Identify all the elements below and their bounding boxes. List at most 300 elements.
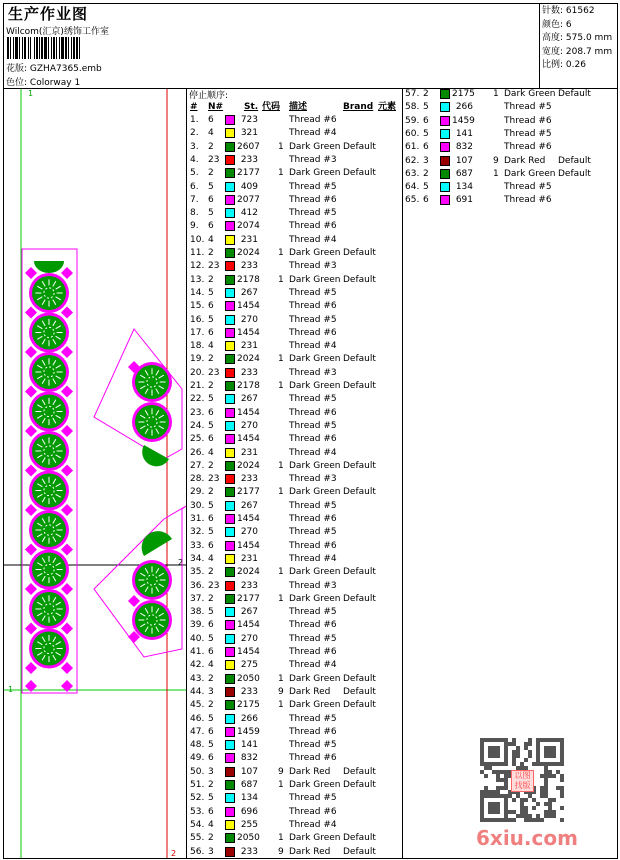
description: Dark Green <box>289 487 341 498</box>
needle: 6 <box>423 142 429 153</box>
brand: Default <box>343 354 376 365</box>
stitches: 233 <box>240 846 258 857</box>
stitches: 233 <box>240 474 258 485</box>
color-swatch <box>225 354 235 364</box>
row-number: 23. <box>190 407 205 418</box>
row-number: 59. <box>405 115 420 126</box>
stitches: 134 <box>455 182 473 193</box>
needle: 6 <box>208 540 214 551</box>
colorway <box>6 75 80 88</box>
needle: 2 <box>208 354 214 365</box>
stitches: 2024 <box>237 248 260 258</box>
table-row <box>187 619 402 632</box>
code: 1 <box>278 700 284 711</box>
stitches: 233 <box>240 154 258 165</box>
color-swatch <box>225 261 235 271</box>
stitches: 1454 <box>237 434 260 445</box>
stitches: 267 <box>240 287 258 298</box>
row-number: 46. <box>190 713 205 724</box>
color-swatch <box>440 102 450 112</box>
table-row <box>187 141 402 154</box>
table-row <box>187 274 402 287</box>
description: Dark Green <box>289 248 341 258</box>
stitches: 2175 <box>452 89 475 99</box>
code: 1 <box>493 168 499 179</box>
description: Thread #3 <box>289 474 337 485</box>
row-number: 51. <box>190 780 205 790</box>
row-number: 22. <box>190 394 205 405</box>
description: Thread #5 <box>289 500 337 511</box>
stitches: 267 <box>240 500 258 511</box>
needle: 5 <box>208 500 214 511</box>
row-number: 1. <box>190 115 199 125</box>
table-row <box>187 806 402 819</box>
table-row <box>187 739 402 752</box>
table-row <box>187 300 402 313</box>
color-swatch <box>225 235 235 245</box>
table-header: # N# St. 代码 描述 Brand 元素 <box>190 102 397 112</box>
needle: 5 <box>208 394 214 405</box>
description: Thread #5 <box>289 394 337 405</box>
row-number: 50. <box>190 766 205 777</box>
brand: Default <box>343 593 376 604</box>
needle: 5 <box>208 314 214 325</box>
needle: 4 <box>208 553 214 564</box>
row-number: 64. <box>405 182 420 193</box>
table-row <box>402 155 617 168</box>
color-swatch <box>440 182 450 192</box>
needle: 6 <box>208 806 214 817</box>
description: Thread #6 <box>289 434 337 445</box>
stitches: 270 <box>240 633 258 644</box>
row-number: 24. <box>190 420 205 431</box>
row-number: 33. <box>190 540 205 551</box>
table-row <box>187 500 402 513</box>
table-row <box>187 407 402 420</box>
table-row <box>187 340 402 353</box>
needle: 6 <box>423 115 429 126</box>
row-number: 42. <box>190 660 205 671</box>
stitches: 2178 <box>237 274 260 285</box>
description: Thread #6 <box>289 514 337 524</box>
code: 9 <box>278 766 284 777</box>
color-swatch <box>225 301 235 311</box>
color-swatch <box>225 328 235 338</box>
stitches: 231 <box>240 447 258 458</box>
row-number: 54. <box>190 819 205 830</box>
stitches: 2050 <box>237 833 260 844</box>
table-row <box>187 486 402 499</box>
table-row <box>187 513 402 526</box>
color-swatch <box>440 142 450 152</box>
description: Thread #4 <box>289 447 337 458</box>
color-swatch <box>225 594 235 604</box>
color-swatch <box>440 156 450 166</box>
table-row <box>187 819 402 832</box>
table-row <box>402 101 617 114</box>
color-swatch <box>225 634 235 644</box>
brand: Default <box>343 833 376 844</box>
color-swatch <box>225 221 235 231</box>
color-swatch <box>225 128 235 138</box>
table-row <box>187 314 402 327</box>
code: 1 <box>278 141 284 152</box>
needle: 5 <box>208 713 214 724</box>
description: Thread #3 <box>289 154 337 165</box>
design-file <box>6 61 102 74</box>
page-title: 生产作业图 <box>8 5 89 23</box>
info-scale: 比例: 0.26 <box>542 60 586 70</box>
color-swatch <box>225 767 235 777</box>
stitches: 2024 <box>237 354 260 365</box>
color-swatch <box>225 714 235 724</box>
row-number: 12. <box>190 261 205 272</box>
description: Thread #4 <box>289 234 337 245</box>
needle: 2 <box>208 460 214 471</box>
brand: Default <box>343 381 376 391</box>
needle: 2 <box>208 593 214 604</box>
row-number: 31. <box>190 514 205 524</box>
table-row <box>187 260 402 273</box>
brand: Default <box>558 89 591 99</box>
stitches: 141 <box>240 740 258 751</box>
color-swatch <box>225 740 235 750</box>
stitches: 2177 <box>237 593 260 604</box>
row-number: 10. <box>190 234 205 245</box>
brand: Default <box>343 141 376 152</box>
description: Thread #6 <box>504 142 552 153</box>
code: 1 <box>278 780 284 790</box>
stitches: 687 <box>240 780 258 790</box>
color-swatch <box>225 421 235 431</box>
row-number: 57. <box>405 89 420 99</box>
row-number: 40. <box>190 633 205 644</box>
needle: 5 <box>208 208 214 219</box>
code: 1 <box>278 248 284 258</box>
row-number: 56. <box>190 846 205 857</box>
description: Thread #6 <box>289 540 337 551</box>
code: 1 <box>278 460 284 471</box>
color-swatch <box>225 487 235 497</box>
row-number: 61. <box>405 142 420 153</box>
row-number: 16. <box>190 314 205 325</box>
description: Thread #5 <box>289 740 337 751</box>
table-row <box>187 327 402 340</box>
stitches: 270 <box>240 314 258 325</box>
row-number: 21. <box>190 381 205 391</box>
brand: Default <box>343 686 376 697</box>
needle: 6 <box>208 407 214 418</box>
row-number: 44. <box>190 686 205 697</box>
color-swatch <box>225 753 235 763</box>
row-number: 34. <box>190 553 205 564</box>
row-number: 58. <box>405 102 420 113</box>
color-swatch <box>225 155 235 165</box>
code: 1 <box>278 673 284 684</box>
needle: 3 <box>208 766 214 777</box>
description: Thread #5 <box>289 420 337 431</box>
description: Dark Green <box>289 460 341 471</box>
row-number: 13. <box>190 274 205 285</box>
brand: Default <box>343 846 376 857</box>
table-row <box>187 393 402 406</box>
needle: 2 <box>208 487 214 498</box>
color-swatch <box>225 501 235 511</box>
table-row <box>187 553 402 566</box>
marker-right: 2 <box>178 558 184 567</box>
description: Dark Green <box>289 168 341 179</box>
color-swatch <box>225 660 235 670</box>
row-number: 45. <box>190 700 205 711</box>
table-row <box>187 659 402 672</box>
code: 1 <box>278 487 284 498</box>
color-swatch <box>225 341 235 351</box>
color-swatch <box>225 168 235 178</box>
needle: 4 <box>208 234 214 245</box>
code: 1 <box>278 381 284 391</box>
table-row <box>187 526 402 539</box>
needle: 2 <box>208 381 214 391</box>
needle: 3 <box>208 846 214 857</box>
code: 1 <box>278 833 284 844</box>
stitches: 1459 <box>237 726 260 737</box>
row-number: 27. <box>190 460 205 471</box>
needle: 2 <box>208 567 214 578</box>
row-number: 49. <box>190 753 205 764</box>
table-row <box>402 168 617 181</box>
color-swatch <box>225 394 235 404</box>
color-swatch <box>225 368 235 378</box>
stitches: 141 <box>455 128 473 139</box>
needle: 6 <box>208 620 214 631</box>
color-swatch <box>225 620 235 630</box>
stitches: 2074 <box>237 221 260 232</box>
stitches: 2177 <box>237 168 260 179</box>
needle: 6 <box>208 514 214 524</box>
stitches: 409 <box>240 181 258 192</box>
stitches: 231 <box>240 553 258 564</box>
description: Thread #5 <box>289 527 337 538</box>
color-swatch <box>225 727 235 737</box>
color-swatch <box>225 793 235 803</box>
needle: 5 <box>208 633 214 644</box>
design-preview <box>4 89 186 858</box>
row-number: 25. <box>190 434 205 445</box>
row-number: 20. <box>190 367 205 378</box>
description: Dark Green <box>289 593 341 604</box>
stitches: 321 <box>240 128 258 139</box>
marker-top: 1 <box>28 89 34 98</box>
color-swatch <box>225 381 235 391</box>
description: Thread #5 <box>289 633 337 644</box>
colorway-value: Colorway 1 <box>29 78 81 88</box>
stitches: 134 <box>240 793 258 804</box>
needle: 5 <box>423 182 429 193</box>
row-number: 35. <box>190 567 205 578</box>
description: Dark Green <box>289 780 341 790</box>
description: Dark Green <box>289 567 341 578</box>
description: Dark Green <box>504 168 556 179</box>
row-number: 2. <box>190 128 199 139</box>
description: Thread #5 <box>504 128 552 139</box>
description: Thread #5 <box>504 182 552 193</box>
table-row <box>402 141 617 154</box>
description: Dark Red <box>289 766 331 777</box>
design-filename: GZHA7365.emb <box>29 64 102 74</box>
table-row <box>187 593 402 606</box>
stitches: 1454 <box>237 327 260 338</box>
brand: Default <box>343 460 376 471</box>
description: Thread #6 <box>289 327 337 338</box>
needle: 6 <box>208 434 214 445</box>
stitches: 696 <box>240 806 258 817</box>
stitches: 1454 <box>237 647 260 657</box>
table-row <box>402 115 617 128</box>
stitches: 2175 <box>237 700 260 711</box>
description: Thread #5 <box>289 181 337 192</box>
needle: 2 <box>208 168 214 179</box>
stitches: 1454 <box>237 540 260 551</box>
stitches: 233 <box>240 261 258 272</box>
row-number: 36. <box>190 580 205 591</box>
table-row <box>187 580 402 593</box>
brand: Default <box>343 487 376 498</box>
needle: 5 <box>208 527 214 538</box>
description: Thread #3 <box>289 580 337 591</box>
color-swatch <box>225 182 235 192</box>
row-number: 47. <box>190 726 205 737</box>
table-row <box>187 207 402 220</box>
needle: 6 <box>423 195 429 206</box>
description: Thread #5 <box>289 208 337 219</box>
description: Dark Red <box>289 846 331 857</box>
stitches: 723 <box>240 115 258 125</box>
code: 1 <box>278 567 284 578</box>
needle: 2 <box>423 89 429 99</box>
color-swatch <box>225 434 235 444</box>
needle: 6 <box>208 194 214 205</box>
needle: 5 <box>423 128 429 139</box>
table-row <box>187 460 402 473</box>
brand: Default <box>343 700 376 711</box>
table-row <box>402 181 617 194</box>
row-number: 41. <box>190 647 205 657</box>
color-swatch <box>225 541 235 551</box>
stitches: 270 <box>240 420 258 431</box>
stitches: 267 <box>240 607 258 618</box>
table-row <box>187 367 402 380</box>
needle: 2 <box>423 168 429 179</box>
stitches: 255 <box>240 819 258 830</box>
needle: 5 <box>208 181 214 192</box>
needle: 6 <box>208 221 214 232</box>
needle: 4 <box>208 447 214 458</box>
needle: 5 <box>208 607 214 618</box>
row-number: 17. <box>190 327 205 338</box>
stitches: 1454 <box>237 301 260 312</box>
description: Dark Green <box>289 700 341 711</box>
needle: 2 <box>208 700 214 711</box>
table-row <box>187 646 402 659</box>
description: Thread #6 <box>289 753 337 764</box>
code: 1 <box>278 274 284 285</box>
row-number: 18. <box>190 341 205 352</box>
needle: 2 <box>208 274 214 285</box>
table-row <box>187 194 402 207</box>
stitches: 275 <box>240 660 258 671</box>
needle: 5 <box>208 793 214 804</box>
stitches: 2607 <box>237 141 260 152</box>
table-row <box>187 447 402 460</box>
needle: 5 <box>423 102 429 113</box>
color-swatch <box>225 527 235 537</box>
info-height: 高度: 575.0 mm <box>542 33 613 43</box>
description: Dark Green <box>289 673 341 684</box>
needle: 23 <box>208 474 220 485</box>
description: Thread #5 <box>289 287 337 298</box>
table-row <box>187 287 402 300</box>
needle: 2 <box>208 833 214 844</box>
brand: Default <box>343 567 376 578</box>
code: 1 <box>278 354 284 365</box>
info-width: 宽度: 208.7 mm <box>542 46 613 57</box>
description: Thread #6 <box>289 194 337 205</box>
code: 9 <box>278 846 284 857</box>
description: Dark Green <box>289 833 341 844</box>
stitches: 233 <box>240 580 258 591</box>
color-swatch <box>440 129 450 139</box>
color-swatch <box>225 807 235 817</box>
table-row <box>187 127 402 140</box>
row-number: 5. <box>190 168 199 179</box>
description: Thread #4 <box>289 819 337 830</box>
color-swatch <box>225 554 235 564</box>
color-swatch <box>225 700 235 710</box>
stitches: 2024 <box>237 460 260 471</box>
needle: 5 <box>208 287 214 298</box>
color-swatch <box>225 581 235 591</box>
color-swatch <box>440 89 450 99</box>
description: Thread #5 <box>289 314 337 325</box>
row-number: 4. <box>190 154 199 165</box>
color-swatch <box>225 607 235 617</box>
design-label: 花版: <box>6 64 28 74</box>
code: 1 <box>493 89 499 99</box>
code: 9 <box>278 686 284 697</box>
needle: 23 <box>208 154 220 165</box>
stitches: 231 <box>240 234 258 245</box>
stitches: 107 <box>240 766 258 777</box>
brand: Default <box>343 168 376 179</box>
needle: 2 <box>208 248 214 258</box>
code: 1 <box>278 168 284 179</box>
table-row <box>187 633 402 646</box>
brand: Default <box>558 168 591 179</box>
needle: 6 <box>208 115 214 125</box>
stitches: 1454 <box>237 407 260 418</box>
table-row <box>187 673 402 686</box>
description: Thread #6 <box>289 806 337 817</box>
description: Thread #6 <box>289 221 337 232</box>
table-row <box>187 566 402 579</box>
row-number: 32. <box>190 527 205 538</box>
table-row <box>187 247 402 260</box>
color-swatch <box>225 687 235 697</box>
row-number: 52. <box>190 793 205 804</box>
color-swatch <box>225 142 235 152</box>
stitches: 266 <box>455 102 473 113</box>
table-row <box>187 832 402 845</box>
